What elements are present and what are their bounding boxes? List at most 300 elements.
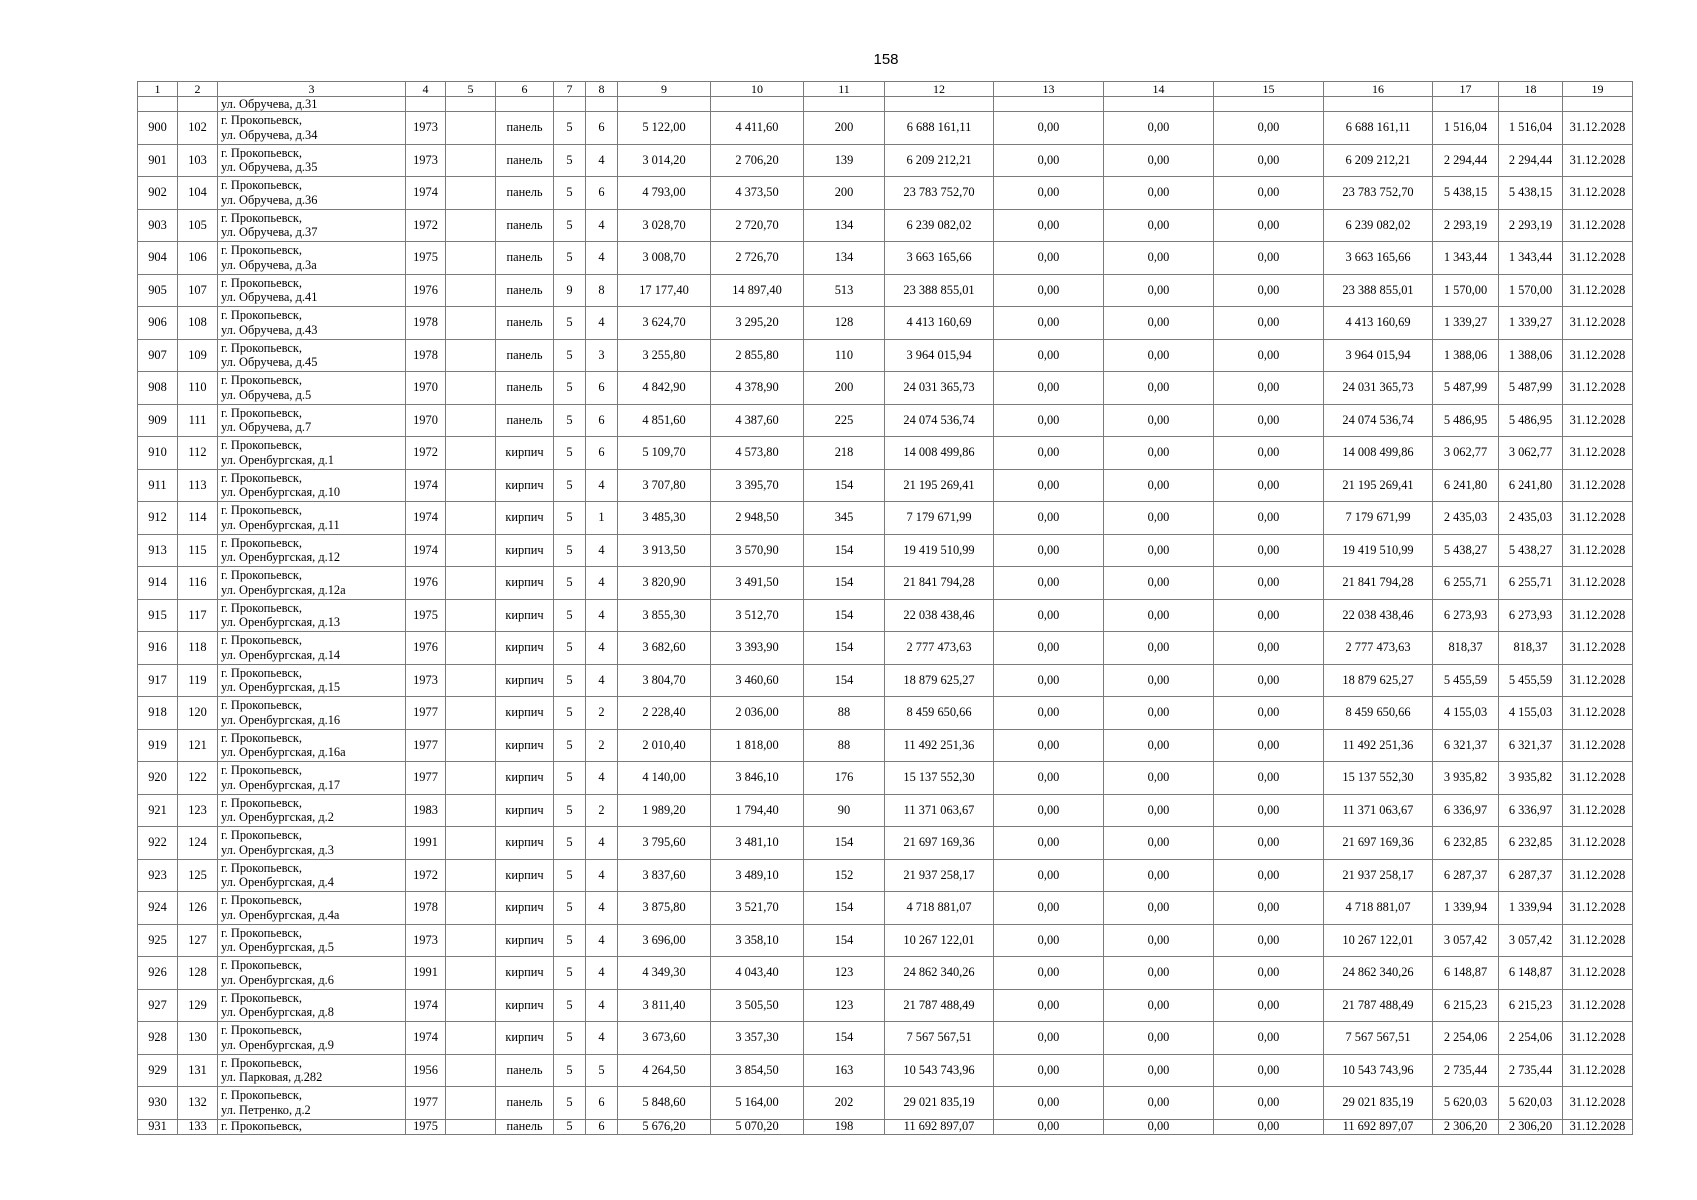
deadline-date: 31.12.2028 [1563,794,1633,827]
area-total: 5 109,70 [618,437,711,470]
area-total: 3 855,30 [618,599,711,632]
area-total: 3 707,80 [618,469,711,502]
address-city: г. Прокопьевск, [221,958,302,973]
col-16: 11 371 063,67 [1324,794,1433,827]
entrances: 6 [586,177,618,210]
wall-material: панель [496,404,554,437]
col-15: 0,00 [1214,957,1324,990]
col-5 [446,729,496,762]
row-number: 923 [138,859,178,892]
address [218,469,406,502]
col-18: 6 321,37 [1499,729,1563,762]
col-13: 0,00 [994,567,1104,600]
col-15: 0,00 [1214,437,1324,470]
col-15: 0,00 [1214,567,1324,600]
table-row [138,339,1633,372]
deadline-date: 31.12.2028 [1563,1119,1633,1134]
address-city: г. Прокопьевск, [221,145,302,160]
address-street: ул. Обручева, д.7 [221,420,312,435]
col-5 [446,339,496,372]
row-number: 909 [138,404,178,437]
cost-total: 8 459 650,66 [885,697,994,730]
col-17: 2 735,44 [1433,1054,1499,1087]
area-total: 4 793,00 [618,177,711,210]
address [218,274,406,307]
col-14: 0,00 [1104,794,1214,827]
col-18: 1 388,06 [1499,339,1563,372]
address-continuation: ул. Обручева, д.31 [218,97,406,112]
table-row [138,567,1633,600]
floors: 5 [554,404,586,437]
col-16: 21 937 258,17 [1324,859,1433,892]
address-city: г. Прокопьевск, [221,665,302,680]
column-number: 12 [885,82,994,97]
col-17: 2 294,44 [1433,144,1499,177]
wall-material: кирпич [496,1022,554,1055]
address-street: ул. Оренбургская, д.12а [221,582,346,597]
build-year: 1974 [406,989,446,1022]
col-17: 5 486,95 [1433,404,1499,437]
address-city: г. Прокопьевск, [221,893,302,908]
cost-total: 6 209 212,21 [885,144,994,177]
col-16: 7 179 671,99 [1324,502,1433,535]
floors: 5 [554,307,586,340]
area-living: 4 373,50 [711,177,804,210]
col-13: 0,00 [994,762,1104,795]
table-row [138,469,1633,502]
col-13: 0,00 [994,859,1104,892]
address-street: ул. Оренбургская, д.4 [221,875,334,890]
col-5 [446,404,496,437]
address-street: ул. Обручева, д.5 [221,387,312,402]
col-18: 818,37 [1499,632,1563,665]
address [218,307,406,340]
build-year: 1974 [406,1022,446,1055]
col-13: 0,00 [994,632,1104,665]
col-18: 6 255,71 [1499,567,1563,600]
residents: 134 [804,242,885,275]
col-13: 0,00 [994,892,1104,925]
col-15: 0,00 [1214,339,1324,372]
entrances: 6 [586,1087,618,1120]
residents: 88 [804,697,885,730]
floors: 5 [554,112,586,145]
entrances: 4 [586,632,618,665]
address-street: ул. Оренбургская, д.14 [221,647,341,662]
area-living: 3 489,10 [711,859,804,892]
col-13: 0,00 [994,957,1104,990]
col-14: 0,00 [1104,469,1214,502]
table-row [138,1119,1633,1134]
column-number: 4 [406,82,446,97]
col-5 [446,177,496,210]
column-number: 18 [1499,82,1563,97]
wall-material: кирпич [496,892,554,925]
col-13: 0,00 [994,372,1104,405]
wall-material: кирпич [496,599,554,632]
address-street: ул. Обручева, д.41 [221,290,318,305]
col-17: 6 273,93 [1433,599,1499,632]
col-14: 0,00 [1104,697,1214,730]
floors: 5 [554,697,586,730]
wall-material: панель [496,274,554,307]
address [218,372,406,405]
row-index: 116 [178,567,218,600]
row-index: 105 [178,209,218,242]
empty-cell [994,97,1104,112]
col-5 [446,1119,496,1134]
table-row [138,632,1633,665]
col-14: 0,00 [1104,242,1214,275]
row-index: 120 [178,697,218,730]
col-16: 6 209 212,21 [1324,144,1433,177]
wall-material: кирпич [496,534,554,567]
area-living: 5 164,00 [711,1087,804,1120]
floors: 5 [554,924,586,957]
row-number: 918 [138,697,178,730]
col-16: 21 697 169,36 [1324,827,1433,860]
column-number: 17 [1433,82,1499,97]
col-16: 3 663 165,66 [1324,242,1433,275]
col-15: 0,00 [1214,1119,1324,1134]
col-16: 4 718 881,07 [1324,892,1433,925]
col-5 [446,1087,496,1120]
floors: 5 [554,1119,586,1134]
col-15: 0,00 [1214,599,1324,632]
address-city: г. Прокопьевск, [221,1119,302,1133]
wall-material: панель [496,177,554,210]
floors: 5 [554,502,586,535]
col-13: 0,00 [994,664,1104,697]
floors: 5 [554,599,586,632]
area-living: 2 720,70 [711,209,804,242]
col-15: 0,00 [1214,307,1324,340]
col-5 [446,632,496,665]
address-city: г. Прокопьевск, [221,503,302,518]
address [218,339,406,372]
address-street: ул. Оренбургская, д.4а [221,907,340,922]
address [218,209,406,242]
row-index: 118 [178,632,218,665]
residents: 110 [804,339,885,372]
deadline-date: 31.12.2028 [1563,1022,1633,1055]
row-number: 912 [138,502,178,535]
area-living: 4 378,90 [711,372,804,405]
row-number: 922 [138,827,178,860]
address [218,794,406,827]
col-18: 1 339,27 [1499,307,1563,340]
deadline-date: 31.12.2028 [1563,1087,1633,1120]
col-18: 6 287,37 [1499,859,1563,892]
col-14: 0,00 [1104,1087,1214,1120]
column-number: 7 [554,82,586,97]
empty-cell [138,97,178,112]
row-index: 111 [178,404,218,437]
area-total: 3 820,90 [618,567,711,600]
address [218,859,406,892]
address [218,924,406,957]
residents: 225 [804,404,885,437]
col-14: 0,00 [1104,339,1214,372]
cost-total: 11 492 251,36 [885,729,994,762]
entrances: 4 [586,144,618,177]
col-18: 5 455,59 [1499,664,1563,697]
area-living: 3 358,10 [711,924,804,957]
housing-register-table [137,81,1633,1135]
deadline-date: 31.12.2028 [1563,469,1633,502]
col-5 [446,144,496,177]
col-14: 0,00 [1104,1119,1214,1134]
entrances: 1 [586,502,618,535]
col-14: 0,00 [1104,892,1214,925]
floors: 5 [554,567,586,600]
col-18: 1 570,00 [1499,274,1563,307]
build-year: 1973 [406,144,446,177]
table-row [138,599,1633,632]
col-16: 2 777 473,63 [1324,632,1433,665]
col-18: 6 336,97 [1499,794,1563,827]
col-5 [446,762,496,795]
row-number: 902 [138,177,178,210]
address-city: г. Прокопьевск, [221,405,302,420]
area-living: 3 357,30 [711,1022,804,1055]
wall-material: кирпич [496,859,554,892]
build-year: 1977 [406,729,446,762]
col-15: 0,00 [1214,859,1324,892]
address-street: ул. Оренбургская, д.10 [221,485,341,500]
floors: 5 [554,664,586,697]
wall-material: панель [496,339,554,372]
address [218,632,406,665]
address-city: г. Прокопьевск, [221,340,302,355]
col-16: 4 413 160,69 [1324,307,1433,340]
address-city: г. Прокопьевск, [221,795,302,810]
empty-cell [1433,97,1499,112]
area-total: 4 349,30 [618,957,711,990]
table-row [138,924,1633,957]
build-year: 1973 [406,664,446,697]
wall-material: панель [496,307,554,340]
build-year: 1970 [406,372,446,405]
cost-total: 4 413 160,69 [885,307,994,340]
area-total: 4 264,50 [618,1054,711,1087]
cost-total: 11 371 063,67 [885,794,994,827]
area-total: 3 028,70 [618,209,711,242]
address-street: ул. Оренбургская, д.11 [221,517,340,532]
build-year: 1975 [406,242,446,275]
wall-material: кирпич [496,762,554,795]
residents: 128 [804,307,885,340]
table-row [138,1022,1633,1055]
build-year: 1974 [406,534,446,567]
area-living: 3 393,90 [711,632,804,665]
row-number: 906 [138,307,178,340]
wall-material: кирпич [496,437,554,470]
wall-material: панель [496,209,554,242]
col-13: 0,00 [994,404,1104,437]
address-city: г. Прокопьевск, [221,243,302,258]
cost-total: 21 195 269,41 [885,469,994,502]
col-14: 0,00 [1104,957,1214,990]
entrances: 4 [586,534,618,567]
col-15: 0,00 [1214,989,1324,1022]
build-year: 1974 [406,502,446,535]
area-total: 2 010,40 [618,729,711,762]
residents: 154 [804,599,885,632]
col-17: 5 438,27 [1433,534,1499,567]
floors: 5 [554,372,586,405]
wall-material: панель [496,144,554,177]
deadline-date: 31.12.2028 [1563,274,1633,307]
deadline-date: 31.12.2028 [1563,209,1633,242]
area-total: 4 842,90 [618,372,711,405]
col-15: 0,00 [1214,502,1324,535]
col-13: 0,00 [994,534,1104,567]
address-street: ул. Обручева, д.43 [221,322,318,337]
col-15: 0,00 [1214,1087,1324,1120]
floors: 9 [554,274,586,307]
col-13: 0,00 [994,307,1104,340]
row-number: 929 [138,1054,178,1087]
address-city: г. Прокопьевск, [221,1023,302,1038]
col-16: 3 964 015,94 [1324,339,1433,372]
col-14: 0,00 [1104,924,1214,957]
col-5 [446,534,496,567]
area-total: 2 228,40 [618,697,711,730]
deadline-date: 31.12.2028 [1563,957,1633,990]
address-street: ул. Оренбургская, д.6 [221,972,334,987]
address-street: ул. Оренбургская, д.5 [221,940,334,955]
col-5 [446,989,496,1022]
entrances: 4 [586,762,618,795]
area-living: 3 460,60 [711,664,804,697]
row-number: 905 [138,274,178,307]
entrances: 6 [586,404,618,437]
col-16: 23 388 855,01 [1324,274,1433,307]
col-15: 0,00 [1214,372,1324,405]
col-18: 6 273,93 [1499,599,1563,632]
col-13: 0,00 [994,209,1104,242]
residents: 163 [804,1054,885,1087]
col-13: 0,00 [994,1119,1104,1134]
deadline-date: 31.12.2028 [1563,1054,1633,1087]
build-year: 1973 [406,112,446,145]
entrances: 4 [586,957,618,990]
col-13: 0,00 [994,274,1104,307]
col-14: 0,00 [1104,632,1214,665]
build-year: 1977 [406,762,446,795]
col-5 [446,827,496,860]
table-row [138,372,1633,405]
cost-total: 7 567 567,51 [885,1022,994,1055]
residents: 200 [804,372,885,405]
address [218,437,406,470]
address-city: г. Прокопьевск, [221,633,302,648]
col-17: 5 620,03 [1433,1087,1499,1120]
floors: 5 [554,1054,586,1087]
col-5 [446,697,496,730]
col-14: 0,00 [1104,112,1214,145]
col-18: 2 294,44 [1499,144,1563,177]
col-15: 0,00 [1214,534,1324,567]
col-15: 0,00 [1214,242,1324,275]
empty-cell [554,97,586,112]
deadline-date: 31.12.2028 [1563,144,1633,177]
entrances: 4 [586,469,618,502]
cost-total: 22 038 438,46 [885,599,994,632]
address [218,697,406,730]
col-16: 21 841 794,28 [1324,567,1433,600]
address-city: г. Прокопьевск, [221,1088,302,1103]
deadline-date: 31.12.2028 [1563,534,1633,567]
col-18: 5 438,27 [1499,534,1563,567]
column-number: 1 [138,82,178,97]
deadline-date: 31.12.2028 [1563,664,1633,697]
area-total: 5 848,60 [618,1087,711,1120]
col-13: 0,00 [994,242,1104,275]
address-street: ул. Оренбургская, д.3 [221,842,334,857]
column-number: 13 [994,82,1104,97]
col-16: 8 459 650,66 [1324,697,1433,730]
col-16: 11 692 897,07 [1324,1119,1433,1134]
column-number: 6 [496,82,554,97]
build-year: 1978 [406,339,446,372]
deadline-date: 31.12.2028 [1563,632,1633,665]
col-16: 18 879 625,27 [1324,664,1433,697]
cost-total: 6 239 082,02 [885,209,994,242]
table-row [138,762,1633,795]
col-14: 0,00 [1104,599,1214,632]
area-living: 4 043,40 [711,957,804,990]
row-index: 128 [178,957,218,990]
col-17: 5 487,99 [1433,372,1499,405]
deadline-date: 31.12.2028 [1563,697,1633,730]
build-year: 1976 [406,567,446,600]
entrances: 4 [586,599,618,632]
address [218,664,406,697]
col-14: 0,00 [1104,567,1214,600]
address [218,567,406,600]
col-13: 0,00 [994,1022,1104,1055]
address [218,1054,406,1087]
col-16: 15 137 552,30 [1324,762,1433,795]
continuation-row [138,97,1633,112]
area-living: 2 706,20 [711,144,804,177]
area-living: 2 948,50 [711,502,804,535]
table-row [138,177,1633,210]
cost-total: 7 179 671,99 [885,502,994,535]
entrances: 6 [586,1119,618,1134]
address [218,534,406,567]
col-14: 0,00 [1104,664,1214,697]
col-16: 6 239 082,02 [1324,209,1433,242]
col-14: 0,00 [1104,274,1214,307]
row-number: 921 [138,794,178,827]
table-row [138,534,1633,567]
col-17: 2 435,03 [1433,502,1499,535]
deadline-date: 31.12.2028 [1563,827,1633,860]
cost-total: 10 267 122,01 [885,924,994,957]
row-number: 908 [138,372,178,405]
col-5 [446,794,496,827]
cost-total: 23 388 855,01 [885,274,994,307]
wall-material: кирпич [496,502,554,535]
floors: 5 [554,892,586,925]
table-row [138,1087,1633,1120]
col-13: 0,00 [994,1054,1104,1087]
residents: 202 [804,1087,885,1120]
cost-total: 29 021 835,19 [885,1087,994,1120]
